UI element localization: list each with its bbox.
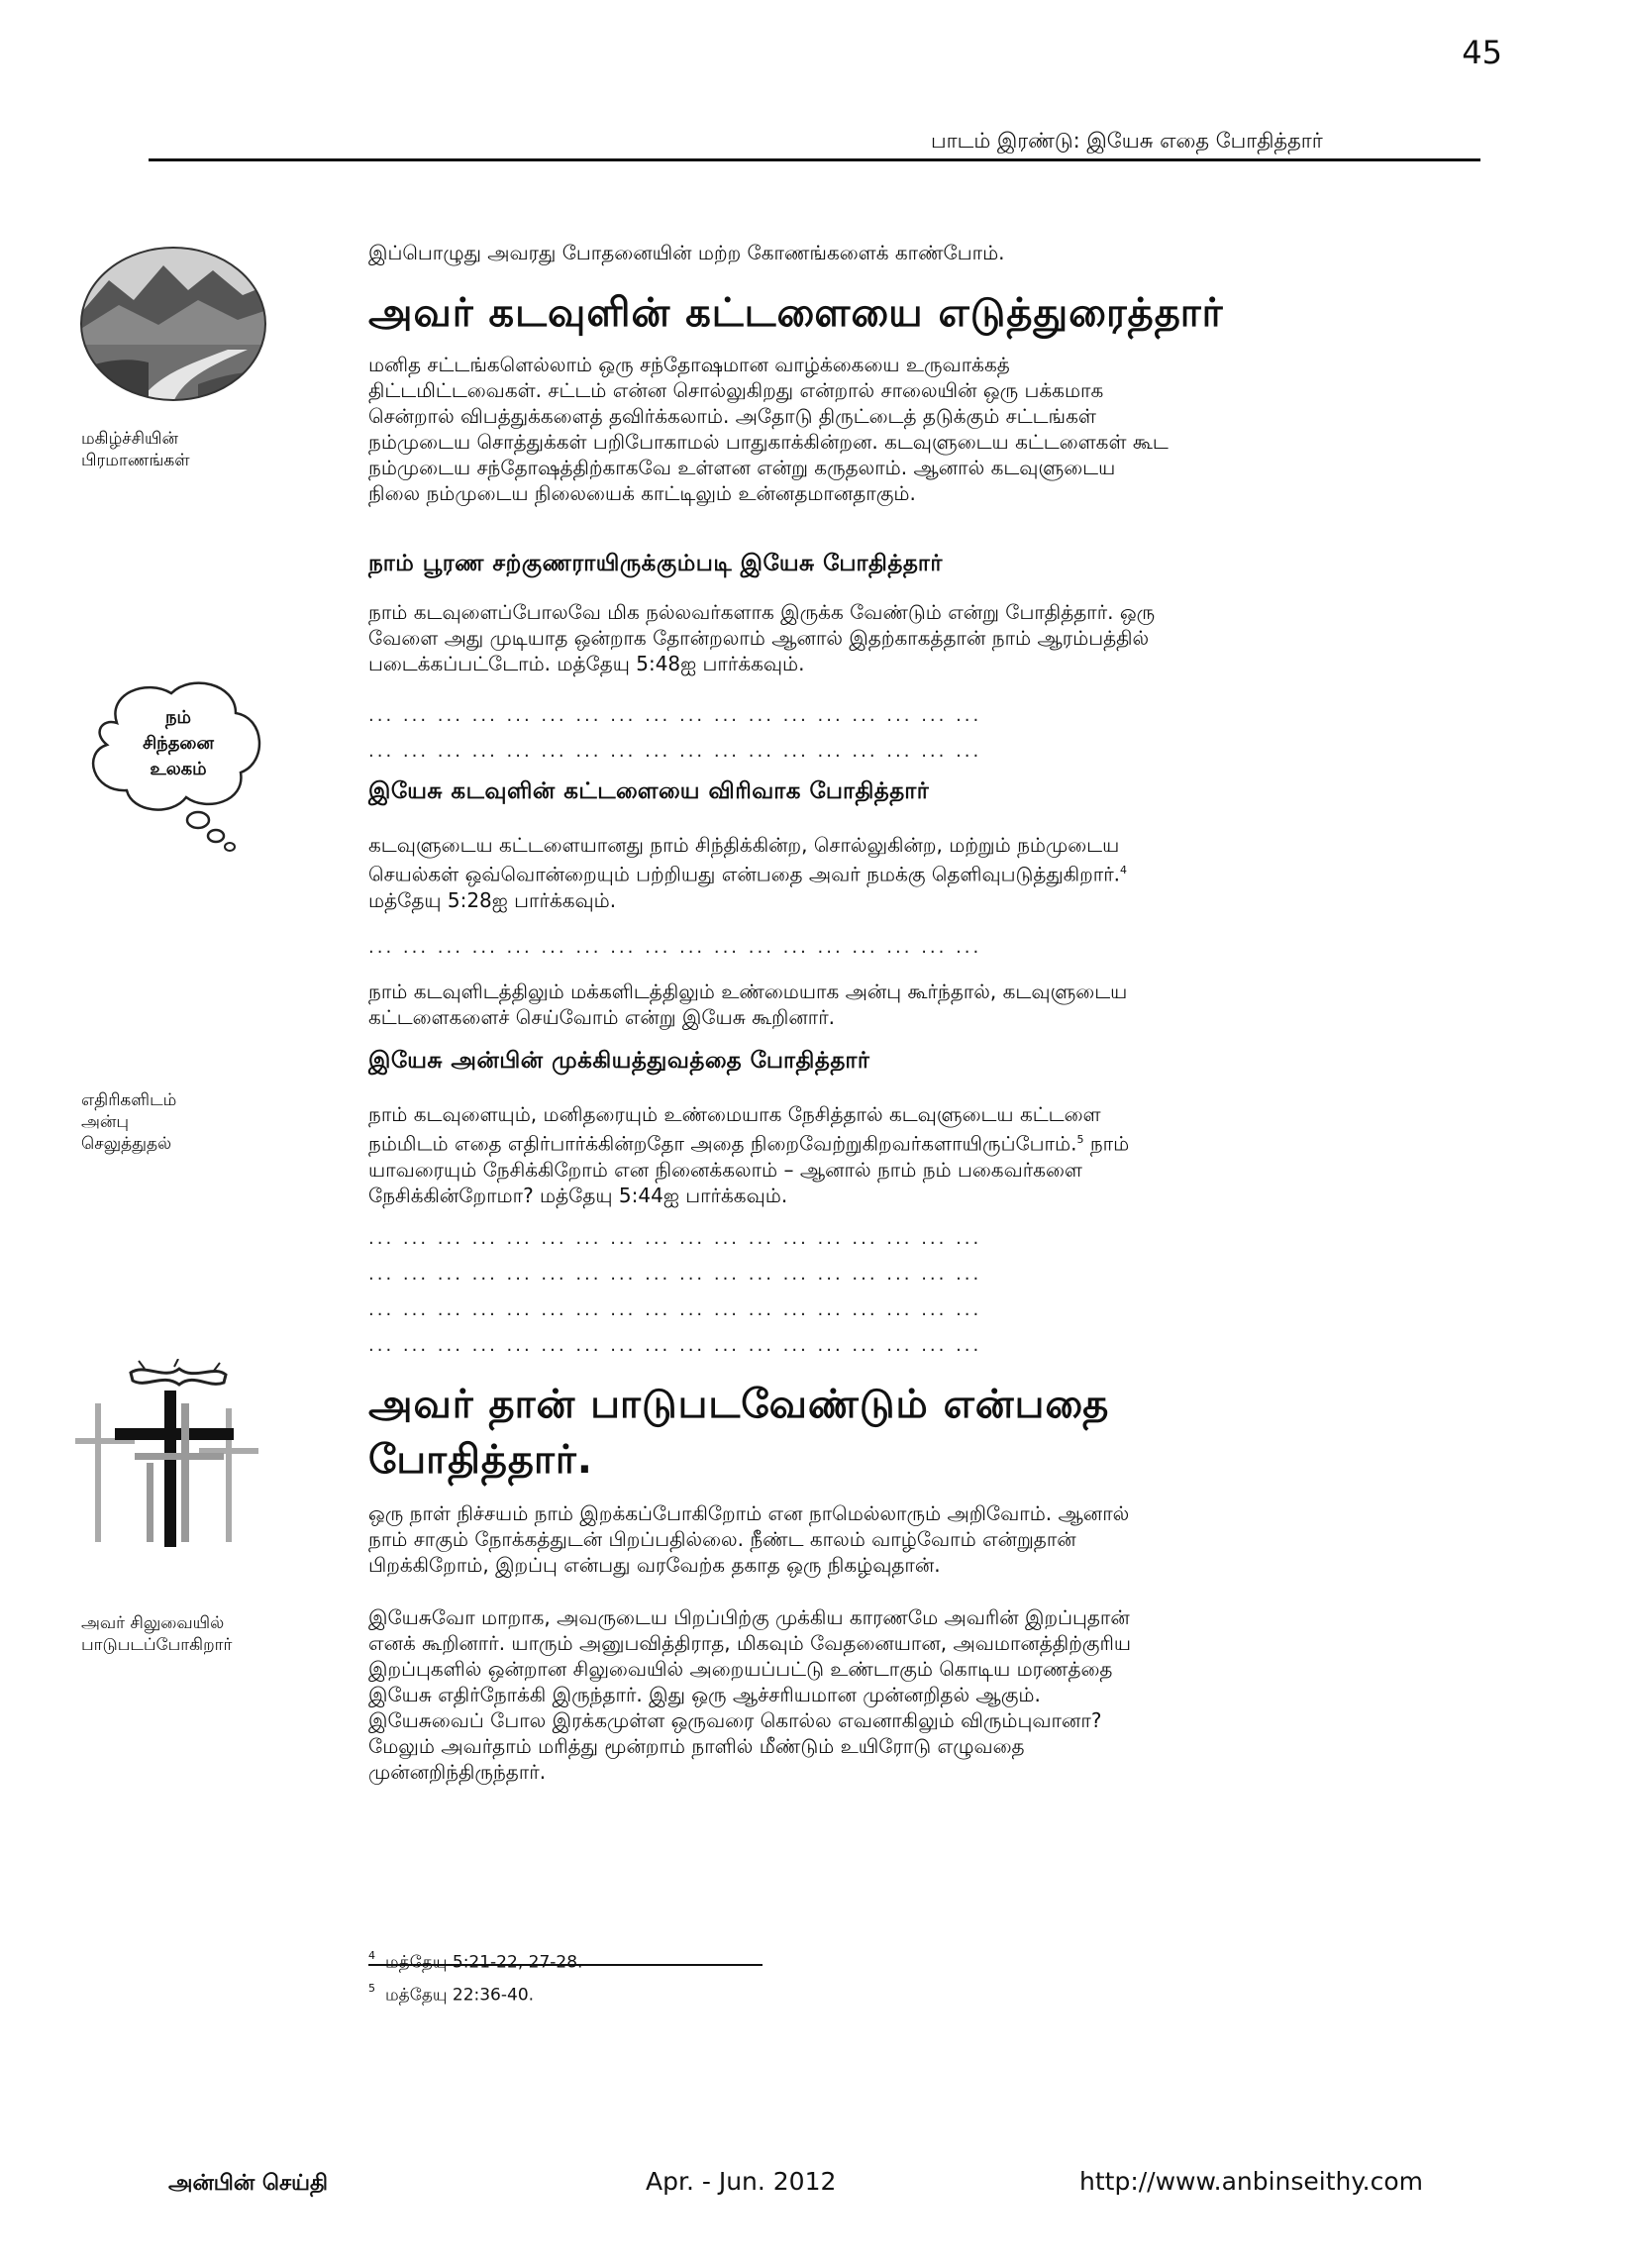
intro-line: இப்பொழுது அவரது போதனையின் மற்ற கோணங்களைக் காண்போம். xyxy=(368,241,1005,264)
caption-line: பாடுபடப்போகிறார் xyxy=(81,1635,233,1655)
text-line: சென்றால் விபத்துக்களைத் தவிர்க்கலாம். அதோடு திருட்டைத் தடுக்கும் சட்டங்கள் xyxy=(368,404,1096,428)
paragraph xyxy=(368,1604,1438,1785)
cloud-line: நம் xyxy=(164,707,192,728)
heading-line: அவர் தான் பாடுபடவேண்டும் என்பதை xyxy=(368,1382,1110,1427)
footnote-number: 5 xyxy=(368,1982,375,1995)
footnote-text: மத்தேயு 22:36-40. xyxy=(385,1985,535,2006)
heading-line: போதித்தார். xyxy=(368,1437,593,1483)
paragraph xyxy=(368,1101,1438,1208)
text-line: படைக்கப்பட்டோம். மத்தேயு 5:48ஐ பார்க்கவும். xyxy=(368,652,805,675)
section-heading xyxy=(368,1377,1458,1488)
running-head: பாடம் இரண்டு: இயேசு எதை போதித்தார் xyxy=(931,129,1323,153)
caption-line: பிரமாணங்கள் xyxy=(81,451,190,470)
text-span: செயல்கள் ஒவ்வொன்றையும் பற்றியது என்பதை அவர் நமக்கு தெளிவுபடுத்துகிறார். xyxy=(368,862,1121,886)
text-line: நாம் கடவுளைப்போலவே மிக நல்லவர்களாக இருக்க வேண்டும் என்று போதித்தார். ஒரு xyxy=(368,600,1156,624)
answer-line[interactable]: ... ... ... ... ... ... ... ... ... ... ... ... ... ... ... ... ... ... xyxy=(368,1264,982,1285)
text-line: எனக் கூறினார். யாரும் அனுபவித்திராத, மிகவும் வேதனையான, அவமானத்திற்குரிய xyxy=(368,1631,1132,1655)
sidebar-caption-cross xyxy=(81,1612,232,1656)
text-line: யாவரையும் நேசிக்கிறோம் என நினைக்கலாம் – ஆனால் நாம் நம் பகைவர்களை xyxy=(368,1157,1082,1182)
text-line xyxy=(368,858,1438,887)
landscape-illustration xyxy=(79,246,267,402)
thought-cloud-text xyxy=(119,705,238,782)
text-line: நிலை நம்முடைய நிலையைக் காட்டிலும் உன்னதமானதாகும். xyxy=(368,481,916,505)
subheading: நாம் பூரண சற்குணராயிருக்கும்படி இயேசு போதித்தார் xyxy=(368,551,943,576)
paragraph xyxy=(368,599,1438,676)
paragraph xyxy=(368,832,1438,913)
caption-line: அவர் சிலுவையில் xyxy=(81,1613,225,1633)
sidebar-caption-joy-laws xyxy=(81,428,190,471)
section-heading: அவர் கடவுளின் கட்டளையை எடுத்துரைத்தார் xyxy=(368,290,1224,336)
text-line: இறப்புகளில் ஒன்றான சிலுவையில் அறையப்பட்டு உண்டாகும் கொடிய மரணத்தை xyxy=(368,1657,1113,1681)
text-line: மத்தேயு 5:28ஐ பார்க்கவும். xyxy=(368,887,617,912)
text-line: நாம் கடவுளையும், மனிதரையும் உண்மையாக நேசித்தால் கடவுளுடைய கட்டளை xyxy=(368,1102,1101,1126)
footnote-ref: 5 xyxy=(1076,1133,1084,1146)
subheading: இயேசு கடவுளின் கட்டளையை விரிவாக போதித்தார் xyxy=(368,778,930,804)
section-paragraph xyxy=(368,352,1438,506)
footnote-ref: 4 xyxy=(1120,864,1128,876)
text-line: நம்முடைய சொத்துக்கள் பறிபோகாமல் பாதுகாக்கின்றன. கடவுளுடைய கட்டளைகள் கூட xyxy=(368,430,1169,454)
answer-line[interactable]: ... ... ... ... ... ... ... ... ... ... ... ... ... ... ... ... ... ... xyxy=(368,741,982,762)
footer-magazine-name: அன்பின் செய்தி xyxy=(168,2171,329,2196)
text-span: நம்மிடம் எதை எதிர்பார்க்கின்றதோ அதை நிறைவேற்றுகிறவர்களாயிருப்போம். xyxy=(368,1131,1077,1156)
caption-line: எதிரிகளிடம் xyxy=(81,1090,177,1110)
text-line: கட்டளைகளைச் செய்வோம் என்று இயேசு கூறினார். xyxy=(368,1005,836,1029)
answer-line[interactable]: ... ... ... ... ... ... ... ... ... ... ... ... ... ... ... ... ... ... xyxy=(368,937,982,958)
text-line: ஒரு நாள் நிச்சயம் நாம் இறக்கப்போகிறோம் என நாமெல்லாரும் அறிவோம். ஆனால் xyxy=(368,1501,1130,1525)
footnote-number: 4 xyxy=(368,1949,375,1962)
answer-line[interactable]: ... ... ... ... ... ... ... ... ... ... ... ... ... ... ... ... ... ... xyxy=(368,1335,982,1356)
text-line: திட்டமிட்டவைகள். சட்டம் என்ன சொல்லுகிறது என்றால் சாலையின் ஒரு பக்கமாக xyxy=(368,378,1104,402)
subheading: இயேசு அன்பின் முக்கியத்துவத்தை போதித்தார் xyxy=(368,1048,870,1074)
text-line: முன்னறிந்திருந்தார். xyxy=(368,1760,547,1784)
footnote-text: மத்தேயு 5:21-22, 27-28. xyxy=(385,1952,583,1973)
sidebar-caption-love-enemies xyxy=(81,1089,176,1155)
caption-line: மகிழ்ச்சியின் xyxy=(81,429,178,449)
text-line: மனித சட்டங்களெல்லாம் ஒரு சந்தோஷமான வாழ்க்கையை உருவாக்கத் xyxy=(368,353,1010,376)
caption-line: அன்பு xyxy=(81,1112,130,1132)
answer-line[interactable]: ... ... ... ... ... ... ... ... ... ... ... ... ... ... ... ... ... ... xyxy=(368,705,982,726)
cloud-line: சிந்தனை xyxy=(143,733,214,754)
text-line: நேசிக்கின்றோமா? மத்தேயு 5:44ஐ பார்க்கவும். xyxy=(368,1183,788,1207)
text-line: இயேசு எதிர்நோக்கி இருந்தார். இது ஒரு ஆச்சரியமான முன்னறிதல் ஆகும். xyxy=(368,1683,1041,1706)
caption-line: செலுத்துதல் xyxy=(81,1134,172,1154)
footnote xyxy=(368,1951,582,1975)
text-line: இயேசுவைப் போல இரக்கமுள்ள ஒருவரை கொல்ல எவனாகிலும் விரும்புவானா? xyxy=(368,1708,1102,1732)
text-line: மேலும் அவர்தாம் மரித்து மூன்றாம் நாளில் மீண்டும் உயிரோடு எழுவதை xyxy=(368,1734,1025,1758)
crosses-illustration xyxy=(75,1359,283,1547)
cloud-line: உலகம் xyxy=(150,759,207,779)
page-number: 45 xyxy=(1462,34,1502,71)
header-rule xyxy=(149,158,1480,161)
text-line: கடவுளுடைய கட்டளையானது நாம் சிந்திக்கின்ற, சொல்லுகின்ற, மற்றும் நம்முடைய xyxy=(368,833,1120,857)
text-line xyxy=(368,1127,1438,1157)
text-line: வேளை அது முடியாத ஒன்றாக தோன்றலாம் ஆனால் இதற்காகத்தான் நாம் ஆரம்பத்தில் xyxy=(368,626,1150,650)
text-line: இயேசுவோ மாறாக, அவருடைய பிறப்பிற்கு முக்கிய காரணமே அவரின் இறப்புதான் xyxy=(368,1605,1130,1629)
answer-line[interactable]: ... ... ... ... ... ... ... ... ... ... ... ... ... ... ... ... ... ... xyxy=(368,1228,982,1249)
footnote xyxy=(368,1984,534,2008)
text-line: நாம் கடவுளிடத்திலும் மக்களிடத்திலும் உண்மையாக அன்பு கூர்ந்தால், கடவுளுடைய xyxy=(368,979,1128,1003)
answer-line[interactable]: ... ... ... ... ... ... ... ... ... ... ... ... ... ... ... ... ... ... xyxy=(368,1299,982,1320)
paragraph xyxy=(368,1500,1438,1578)
text-line: நம்முடைய சந்தோஷத்திற்காகவே உள்ளன என்று கருதலாம். ஆனால் கடவுளுடைய xyxy=(368,456,1116,479)
text-line: பிறக்கிறோம், இறப்பு என்பது வரவேற்க தகாத ஒரு நிகழ்வுதான். xyxy=(368,1553,941,1577)
paragraph xyxy=(368,979,1438,1030)
footer-issue-date: Apr. - Jun. 2012 xyxy=(646,2167,837,2196)
text-line: நாம் சாகும் நோக்கத்துடன் பிறப்பதில்லை. நீண்ட காலம் வாழ்வோம் என்றுதான் xyxy=(368,1527,1076,1551)
text-span: நாம் xyxy=(1083,1131,1130,1156)
footer-url[interactable]: http://www.anbinseithy.com xyxy=(1079,2167,1423,2196)
